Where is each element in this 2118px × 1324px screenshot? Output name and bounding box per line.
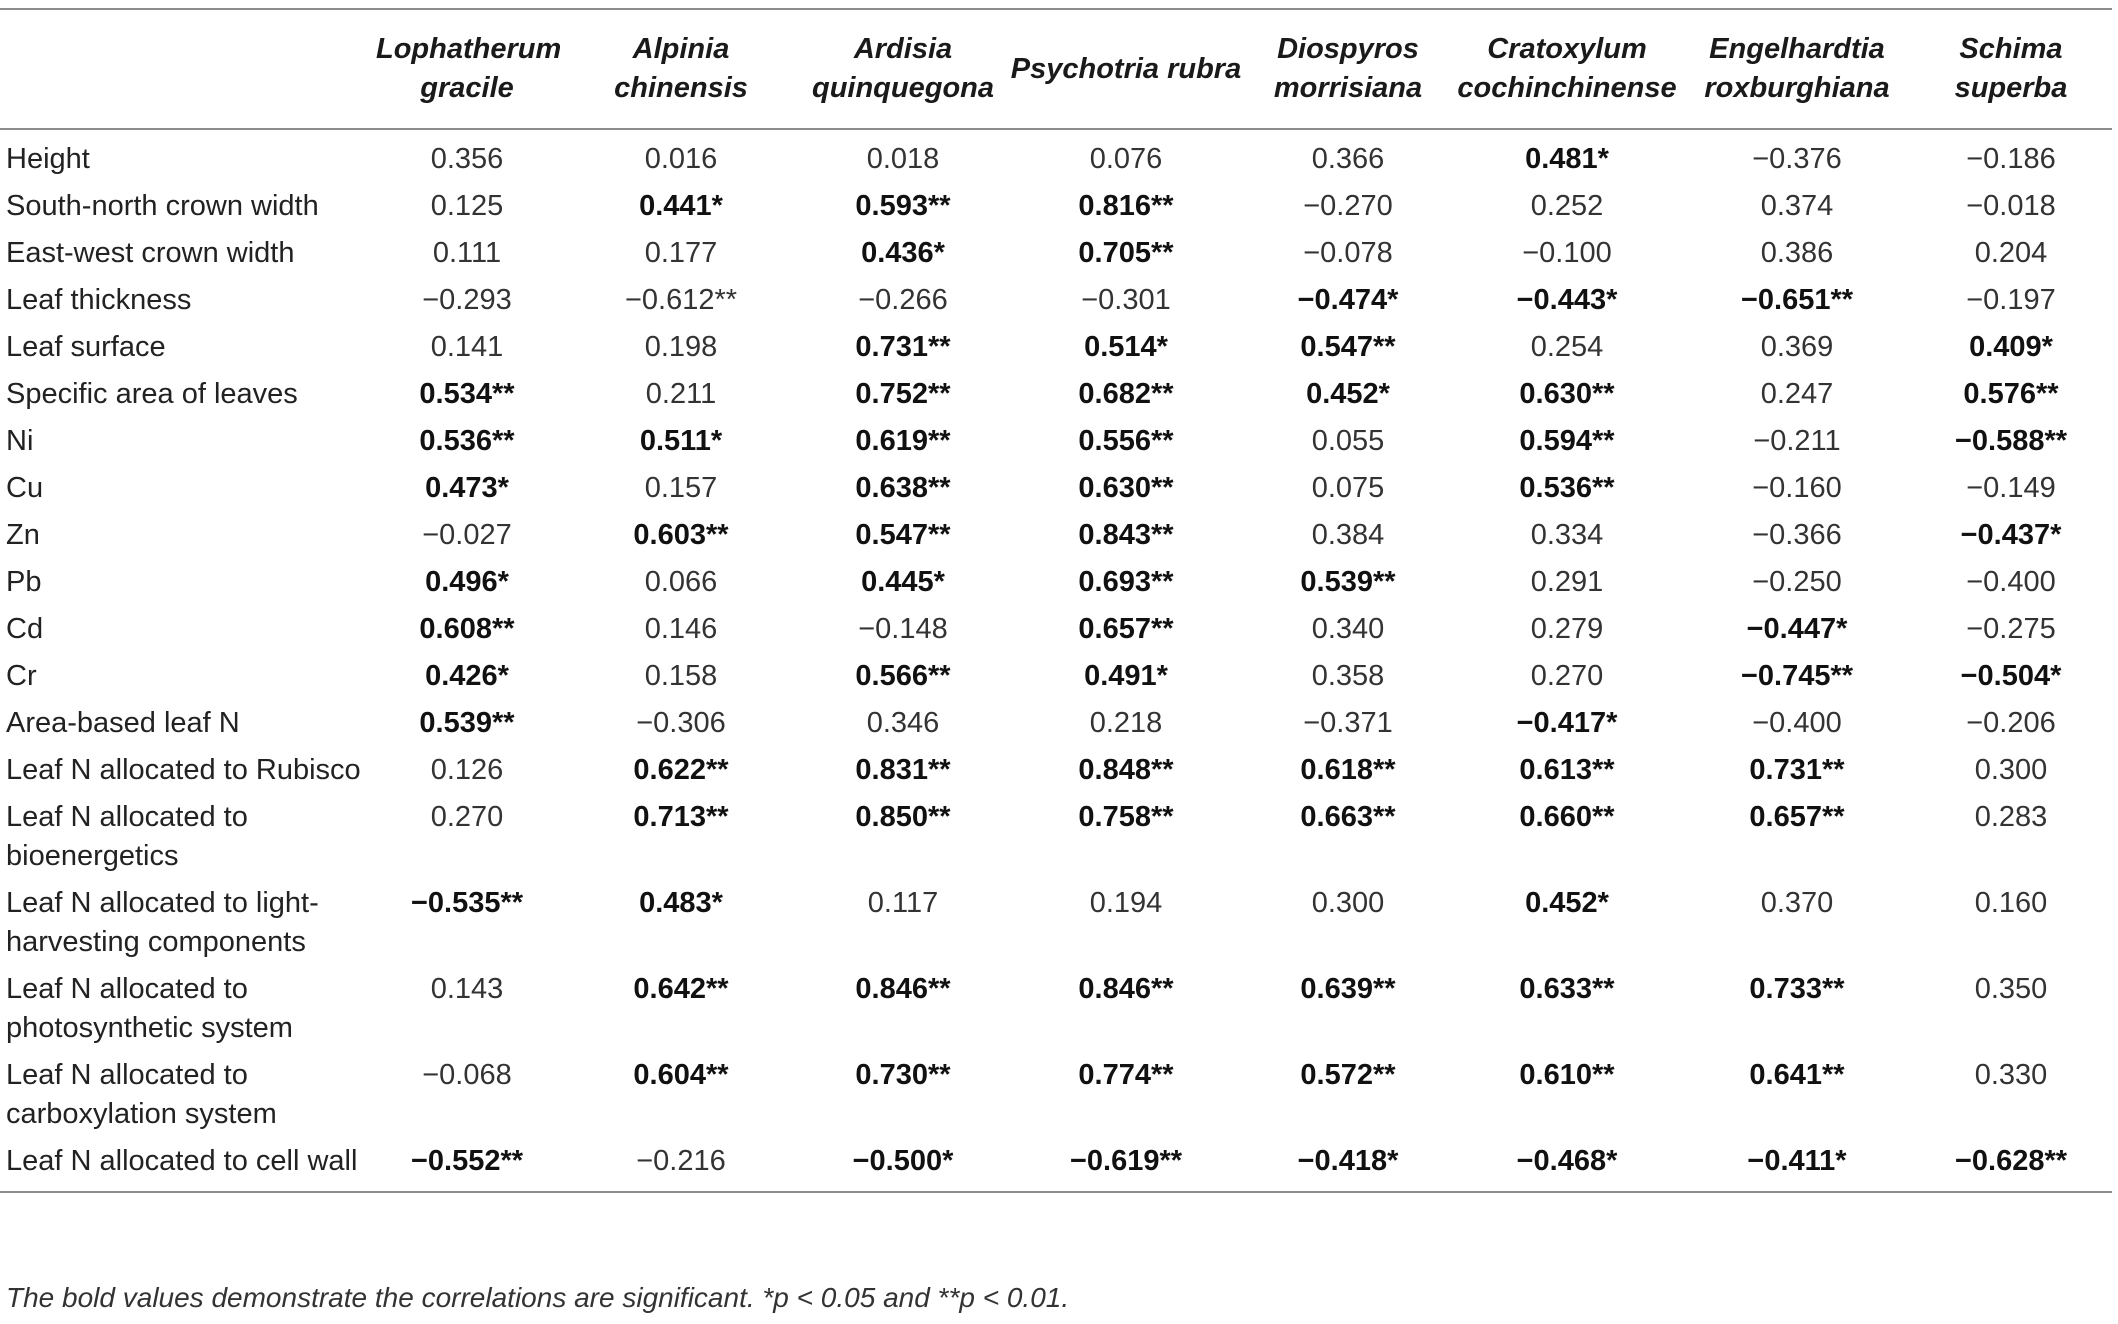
significant-value-cell: 0.705**	[1078, 237, 1174, 269]
value-cell: 0.330	[1974, 1059, 2048, 1091]
significant-value-cell: 0.613**	[1519, 754, 1615, 786]
row-label: Leaf surface	[6, 331, 166, 363]
significant-value-cell: 0.848**	[1078, 754, 1174, 786]
value-cell: −0.376	[1752, 143, 1842, 175]
row-label: South-north crown width	[6, 190, 319, 222]
significant-value-cell: 0.534**	[419, 378, 515, 410]
table-row	[0, 371, 2112, 418]
significant-value-cell: 0.436*	[861, 237, 945, 269]
table-row	[0, 747, 2112, 794]
column-header-species: Lophatherum gracile	[376, 33, 562, 104]
significant-value-cell: 0.639**	[1300, 973, 1396, 1005]
table-row	[0, 559, 2112, 606]
value-cell: 0.283	[1974, 801, 2048, 833]
significant-value-cell: 0.693**	[1078, 566, 1174, 598]
significant-value-cell: 0.619**	[855, 425, 951, 457]
value-cell: 0.270	[430, 801, 504, 833]
significant-value-cell: 0.846**	[1078, 973, 1174, 1005]
value-cell: 0.370	[1760, 887, 1834, 919]
table-row	[0, 465, 2112, 512]
value-cell: −0.078	[1303, 237, 1393, 269]
value-cell: 0.016	[644, 143, 718, 175]
significant-value-cell: 0.831**	[855, 754, 951, 786]
value-cell: 0.075	[1311, 472, 1385, 504]
value-cell: 0.374	[1760, 190, 1834, 222]
value-cell: −0.148	[858, 613, 948, 645]
significant-value-cell: −0.417*	[1516, 707, 1618, 739]
row-label: Leaf N allocated to cell wall	[6, 1145, 358, 1177]
value-cell: −0.250	[1752, 566, 1842, 598]
significant-value-cell: 0.731**	[855, 331, 951, 363]
value-cell: 0.346	[866, 707, 940, 739]
significant-value-cell: 0.539**	[419, 707, 515, 739]
significant-value-cell: −0.474*	[1297, 284, 1399, 316]
value-cell: −0.266	[858, 284, 948, 316]
significant-value-cell: 0.514*	[1084, 331, 1168, 363]
table-row	[0, 512, 2112, 559]
significant-value-cell: −0.500*	[852, 1145, 954, 1177]
column-header-species: Ardisia quinquegona	[811, 33, 995, 104]
significant-value-cell: 0.730**	[855, 1059, 951, 1091]
significant-value-cell: 0.630**	[1519, 378, 1615, 410]
value-cell: 0.204	[1974, 237, 2048, 269]
significant-value-cell: 0.608**	[419, 613, 515, 645]
significant-value-cell: −0.418*	[1297, 1145, 1399, 1177]
column-header-species: Diospyros morrisiana	[1273, 33, 1423, 104]
row-label: Cd	[6, 613, 44, 645]
value-cell: 0.247	[1760, 378, 1834, 410]
significant-value-cell: 0.843**	[1078, 519, 1174, 551]
significant-value-cell: 0.566**	[855, 660, 951, 692]
value-cell: −0.100	[1522, 237, 1612, 269]
table-row	[0, 653, 2112, 700]
row-label: Height	[6, 143, 90, 175]
significant-value-cell: 0.663**	[1300, 801, 1396, 833]
header-blank-cell	[0, 9, 372, 129]
significant-value-cell: 0.483*	[639, 887, 723, 919]
significant-value-cell: −0.552**	[410, 1145, 524, 1177]
value-cell: −0.301	[1081, 284, 1171, 316]
value-cell: 0.018	[866, 143, 940, 175]
row-label: Specific area of leaves	[6, 378, 298, 410]
table-row	[0, 277, 2112, 324]
value-cell: −0.371	[1303, 707, 1393, 739]
value-cell: −0.270	[1303, 190, 1393, 222]
table-row	[0, 1052, 2112, 1138]
significant-value-cell: 0.452*	[1525, 887, 1609, 919]
value-cell: 0.111	[432, 237, 502, 269]
significant-value-cell: −0.468*	[1516, 1145, 1618, 1177]
value-cell: 0.177	[644, 237, 718, 269]
significant-value-cell: 0.622**	[633, 754, 729, 786]
significant-value-cell: 0.536**	[1519, 472, 1615, 504]
value-cell: −0.018	[1966, 190, 2056, 222]
value-cell: −0.366	[1752, 519, 1842, 551]
value-cell: −0.293	[422, 284, 512, 316]
table-row	[0, 880, 2112, 966]
significant-value-cell: 0.758**	[1078, 801, 1174, 833]
value-cell: 0.350	[1974, 973, 2048, 1005]
significant-value-cell: 0.610**	[1519, 1059, 1615, 1091]
value-cell: 0.066	[644, 566, 718, 598]
table-row	[0, 418, 2112, 465]
significant-value-cell: 0.604**	[633, 1059, 729, 1091]
value-cell: 0.279	[1530, 613, 1604, 645]
significant-value-cell: 0.774**	[1078, 1059, 1174, 1091]
row-label: Leaf N allocated to carboxylation system	[6, 1059, 277, 1130]
value-cell: 0.211	[645, 378, 717, 410]
significant-value-cell: 0.511*	[639, 425, 723, 457]
table-row	[0, 606, 2112, 653]
row-label: Cu	[6, 472, 44, 504]
significant-value-cell: 0.682**	[1078, 378, 1174, 410]
value-cell: 0.146	[644, 613, 718, 645]
significant-value-cell: 0.633**	[1519, 973, 1615, 1005]
significant-value-cell: 0.473*	[425, 472, 509, 504]
value-cell: 0.157	[644, 472, 718, 504]
significant-value-cell: −0.411*	[1747, 1145, 1847, 1177]
significant-value-cell: 0.572**	[1300, 1059, 1396, 1091]
column-header-species: Alpinia chinensis	[614, 33, 748, 104]
significant-value-cell: 0.496*	[425, 566, 509, 598]
significant-value-cell: −0.588**	[1954, 425, 2068, 457]
value-cell: 0.117	[867, 887, 939, 919]
value-cell: 0.340	[1311, 613, 1385, 645]
value-cell: 0.369	[1760, 331, 1834, 363]
value-cell: 0.254	[1530, 331, 1604, 363]
significant-value-cell: 0.491*	[1084, 660, 1168, 692]
table-row	[0, 700, 2112, 747]
row-label: Pb	[6, 566, 42, 598]
value-cell: 0.300	[1974, 754, 2048, 786]
column-header-species: Cratoxylum cochinchinense	[1457, 33, 1677, 104]
significant-value-cell: 0.638**	[855, 472, 951, 504]
significant-value-cell: −0.535**	[410, 887, 524, 919]
value-cell: −0.160	[1752, 472, 1842, 504]
value-cell: −0.612**	[624, 284, 738, 316]
value-cell: −0.197	[1966, 284, 2056, 316]
table-row	[0, 324, 2112, 371]
significant-value-cell: 0.752**	[855, 378, 951, 410]
row-label: Leaf N allocated to light-harvesting components	[6, 887, 319, 958]
value-cell: 0.125	[430, 190, 504, 222]
significant-value-cell: 0.441*	[639, 190, 723, 222]
value-cell: −0.400	[1966, 566, 2056, 598]
value-cell: 0.076	[1089, 143, 1163, 175]
table-row	[0, 966, 2112, 1052]
value-cell: 0.141	[430, 331, 504, 363]
significant-value-cell: 0.452*	[1306, 378, 1390, 410]
value-cell: 0.126	[430, 754, 504, 786]
significant-value-cell: 0.603**	[633, 519, 729, 551]
significant-value-cell: 0.547**	[1300, 331, 1396, 363]
significant-value-cell: 0.481*	[1525, 143, 1609, 175]
value-cell: −0.306	[636, 707, 726, 739]
table-body	[0, 129, 2112, 1192]
value-cell: −0.211	[1753, 425, 1841, 457]
value-cell: −0.027	[422, 519, 512, 551]
significant-value-cell: 0.630**	[1078, 472, 1174, 504]
value-cell: 0.366	[1311, 143, 1385, 175]
value-cell: 0.194	[1089, 887, 1163, 919]
significant-value-cell: 0.733**	[1749, 973, 1845, 1005]
significant-value-cell: 0.642**	[633, 973, 729, 1005]
value-cell: 0.334	[1530, 519, 1604, 551]
value-cell: 0.160	[1974, 887, 2048, 919]
significant-value-cell: 0.731**	[1749, 754, 1845, 786]
significant-value-cell: 0.594**	[1519, 425, 1615, 457]
value-cell: 0.252	[1530, 190, 1604, 222]
significant-value-cell: 0.409*	[1969, 331, 2053, 363]
header-row	[0, 9, 2112, 129]
table-row	[0, 183, 2112, 230]
significant-value-cell: 0.593**	[855, 190, 951, 222]
significant-value-cell: 0.547**	[855, 519, 951, 551]
value-cell: 0.158	[644, 660, 718, 692]
value-cell: 0.143	[430, 973, 504, 1005]
significant-value-cell: 0.641**	[1749, 1059, 1845, 1091]
significant-value-cell: −0.504*	[1960, 660, 2062, 692]
table-row	[0, 794, 2112, 880]
table-header	[0, 9, 2112, 129]
value-cell: 0.198	[644, 331, 718, 363]
significant-value-cell: 0.657**	[1078, 613, 1174, 645]
row-label: Cr	[6, 660, 37, 692]
significant-value-cell: 0.846**	[855, 973, 951, 1005]
value-cell: 0.386	[1760, 237, 1834, 269]
row-label: Ni	[6, 425, 34, 457]
significant-value-cell: −0.651**	[1740, 284, 1854, 316]
table-row	[0, 129, 2112, 183]
significant-value-cell: 0.660**	[1519, 801, 1615, 833]
value-cell: −0.400	[1752, 707, 1842, 739]
value-cell: −0.206	[1966, 707, 2056, 739]
significant-value-cell: 0.657**	[1749, 801, 1845, 833]
significant-value-cell: 0.426*	[425, 660, 509, 692]
value-cell: 0.270	[1530, 660, 1604, 692]
significant-value-cell: −0.437*	[1960, 519, 2062, 551]
value-cell: −0.186	[1966, 143, 2056, 175]
value-cell: 0.300	[1311, 887, 1385, 919]
significant-value-cell: 0.539**	[1300, 566, 1396, 598]
value-cell: 0.384	[1311, 519, 1385, 551]
row-label: Leaf N allocated to photosynthetic system	[6, 973, 293, 1044]
significant-value-cell: 0.445*	[861, 566, 945, 598]
row-label: East-west crown width	[6, 237, 295, 269]
significant-value-cell: −0.745**	[1740, 660, 1854, 692]
value-cell: −0.275	[1966, 613, 2056, 645]
significant-value-cell: 0.816**	[1078, 190, 1174, 222]
value-cell: −0.068	[422, 1059, 512, 1091]
table-row	[0, 230, 2112, 277]
table-row	[0, 1138, 2112, 1192]
row-label: Zn	[6, 519, 40, 551]
value-cell: 0.291	[1530, 566, 1604, 598]
significant-value-cell: 0.850**	[855, 801, 951, 833]
table-footnote: The bold values demonstrate the correlations are significant. *p < 0.05 and **p < 0.01.	[6, 1282, 1070, 1313]
significant-value-cell: 0.618**	[1300, 754, 1396, 786]
significant-value-cell: −0.619**	[1069, 1145, 1183, 1177]
significant-value-cell: 0.536**	[419, 425, 515, 457]
significant-value-cell: −0.443*	[1516, 284, 1618, 316]
value-cell: 0.356	[430, 143, 504, 175]
value-cell: −0.149	[1966, 472, 2056, 504]
significant-value-cell: −0.447*	[1746, 613, 1848, 645]
column-header-species: Psychotria rubra	[1010, 52, 1242, 85]
column-header-species: Schima superba	[1954, 33, 2068, 104]
significant-value-cell: 0.556**	[1078, 425, 1174, 457]
significant-value-cell: 0.576**	[1963, 378, 2059, 410]
value-cell: −0.216	[636, 1145, 726, 1177]
correlation-table	[0, 8, 2112, 1193]
row-label: Leaf thickness	[6, 284, 192, 316]
significant-value-cell: −0.628**	[1954, 1145, 2068, 1177]
value-cell: 0.055	[1311, 425, 1385, 457]
row-label: Leaf N allocated to bioenergetics	[6, 801, 248, 872]
row-label: Leaf N allocated to Rubisco	[6, 754, 361, 786]
significant-value-cell: 0.713**	[633, 801, 729, 833]
row-label: Area-based leaf N	[6, 707, 240, 739]
value-cell: 0.358	[1311, 660, 1385, 692]
column-header-species: Engelhardtia roxburghiana	[1704, 33, 1890, 104]
value-cell: 0.218	[1089, 707, 1163, 739]
